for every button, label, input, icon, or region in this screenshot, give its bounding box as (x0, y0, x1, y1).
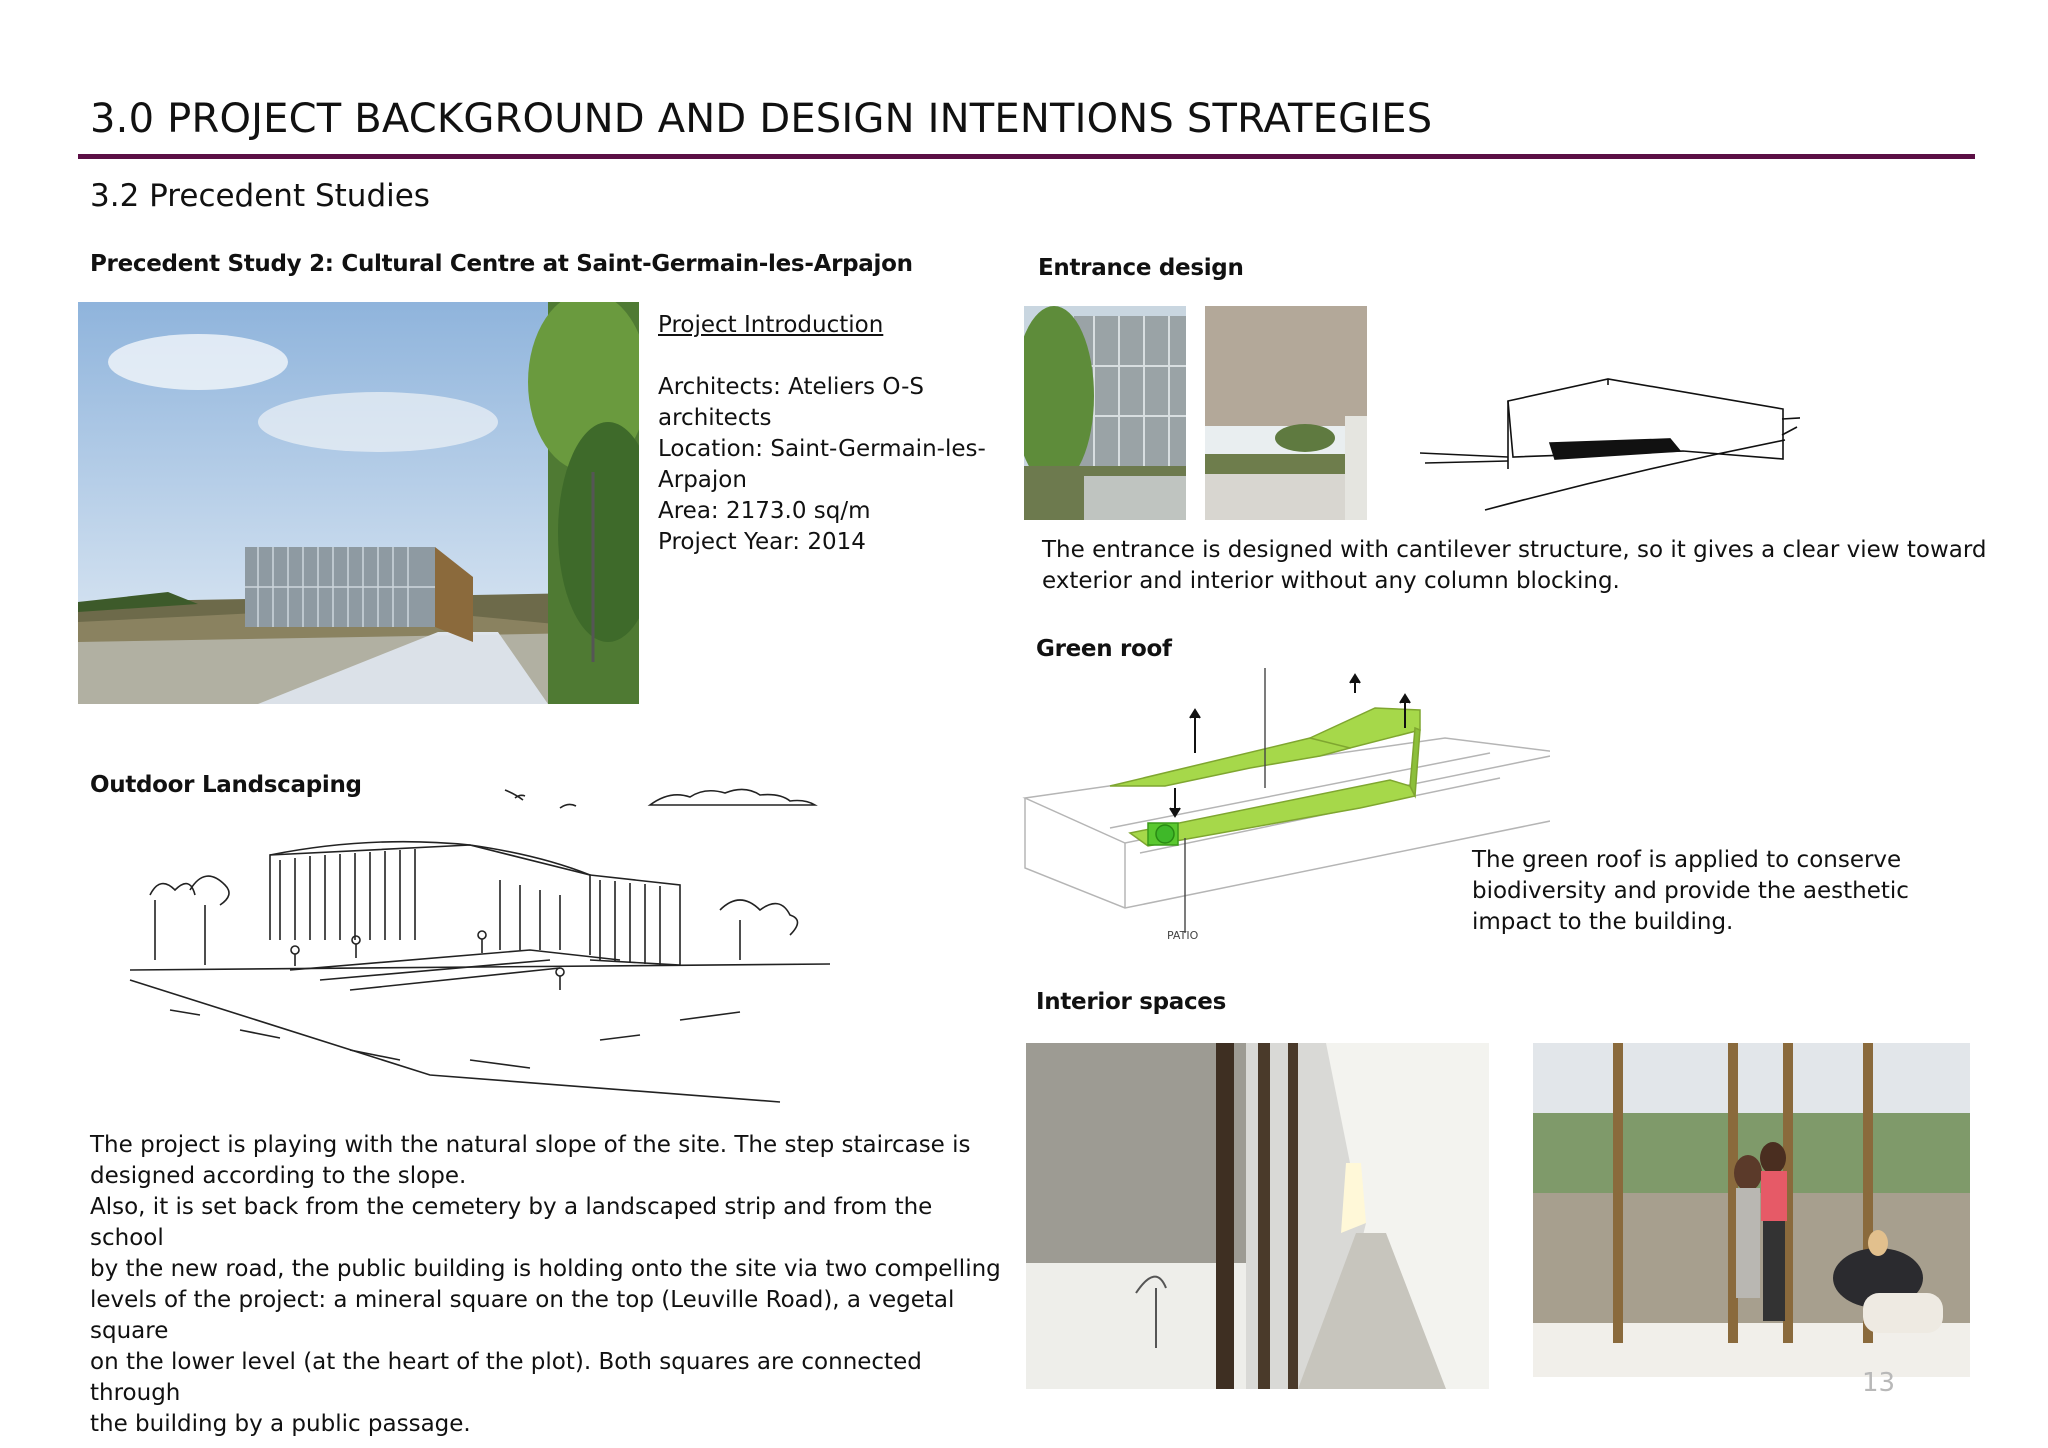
page-number: 13 (1862, 1368, 1896, 1398)
green-roof-line: biodiversity and provide the aesthetic (1472, 878, 1909, 904)
study-heading: Precedent Study 2: Cultural Centre at Saint-Germain-les-Arpajon (90, 251, 913, 277)
outdoor-line: the building by a public passage. (90, 1411, 471, 1437)
entrance-photo-1 (1024, 306, 1186, 520)
entrance-line: The entrance is designed with cantilever structure, so it gives a clear view toward (1042, 537, 1987, 563)
intro-area: Area: 2173.0 sq/m (658, 498, 871, 524)
interior-atrium-photo (1533, 1043, 1970, 1377)
outdoor-description (90, 1130, 1010, 1440)
interior-corridor-photo (1026, 1043, 1489, 1389)
landscape-sketch (120, 760, 940, 1120)
section-subtitle: 3.2 Precedent Studies (90, 178, 430, 214)
green-roof-line: The green roof is applied to conserve (1472, 847, 1902, 873)
outdoor-heading: Outdoor Landscaping (90, 772, 362, 798)
outdoor-line: The project is playing with the natural slope of the site. The step staircase is (90, 1132, 971, 1158)
entrance-cantilever-sketch (1420, 375, 1800, 515)
green-roof-line: impact to the building. (1472, 909, 1734, 935)
title-divider (78, 154, 1975, 159)
page-title: 3.0 PROJECT BACKGROUND AND DESIGN INTENTIONS STRATEGIES (90, 96, 1433, 142)
outdoor-line: on the lower level (at the heart of the plot). Both squares are connected through (90, 1349, 922, 1406)
building-exterior-photo (78, 302, 639, 704)
intro-architects-cont: architects (658, 405, 772, 431)
entrance-photo-2 (1205, 306, 1367, 520)
patio-label: PATIO (1167, 929, 1199, 942)
entrance-description (1042, 535, 2002, 597)
intro-year: Project Year: 2014 (658, 529, 866, 555)
green-roof-description (1472, 845, 1972, 938)
green-roof-diagram (1020, 668, 1550, 953)
entrance-line: exterior and interior without any column blocking. (1042, 568, 1620, 594)
intro-architects: Architects: Ateliers O-S (658, 374, 924, 400)
outdoor-line: by the new road, the public building is holding onto the site via two compelling (90, 1256, 1001, 1282)
intro-location-cont: Arpajon (658, 467, 747, 493)
entrance-heading: Entrance design (1038, 255, 1244, 281)
outdoor-line: Also, it is set back from the cemetery by a landscaped strip and from the school (90, 1194, 933, 1251)
intro-heading: Project Introduction (658, 312, 884, 338)
green-roof-heading: Green roof (1036, 636, 1172, 662)
project-introduction (658, 310, 998, 558)
intro-location: Location: Saint-Germain-les- (658, 436, 986, 462)
outdoor-line: designed according to the slope. (90, 1163, 467, 1189)
interior-heading: Interior spaces (1036, 989, 1227, 1015)
outdoor-line: levels of the project: a mineral square on the top (Leuville Road), a vegetal square (90, 1287, 955, 1344)
